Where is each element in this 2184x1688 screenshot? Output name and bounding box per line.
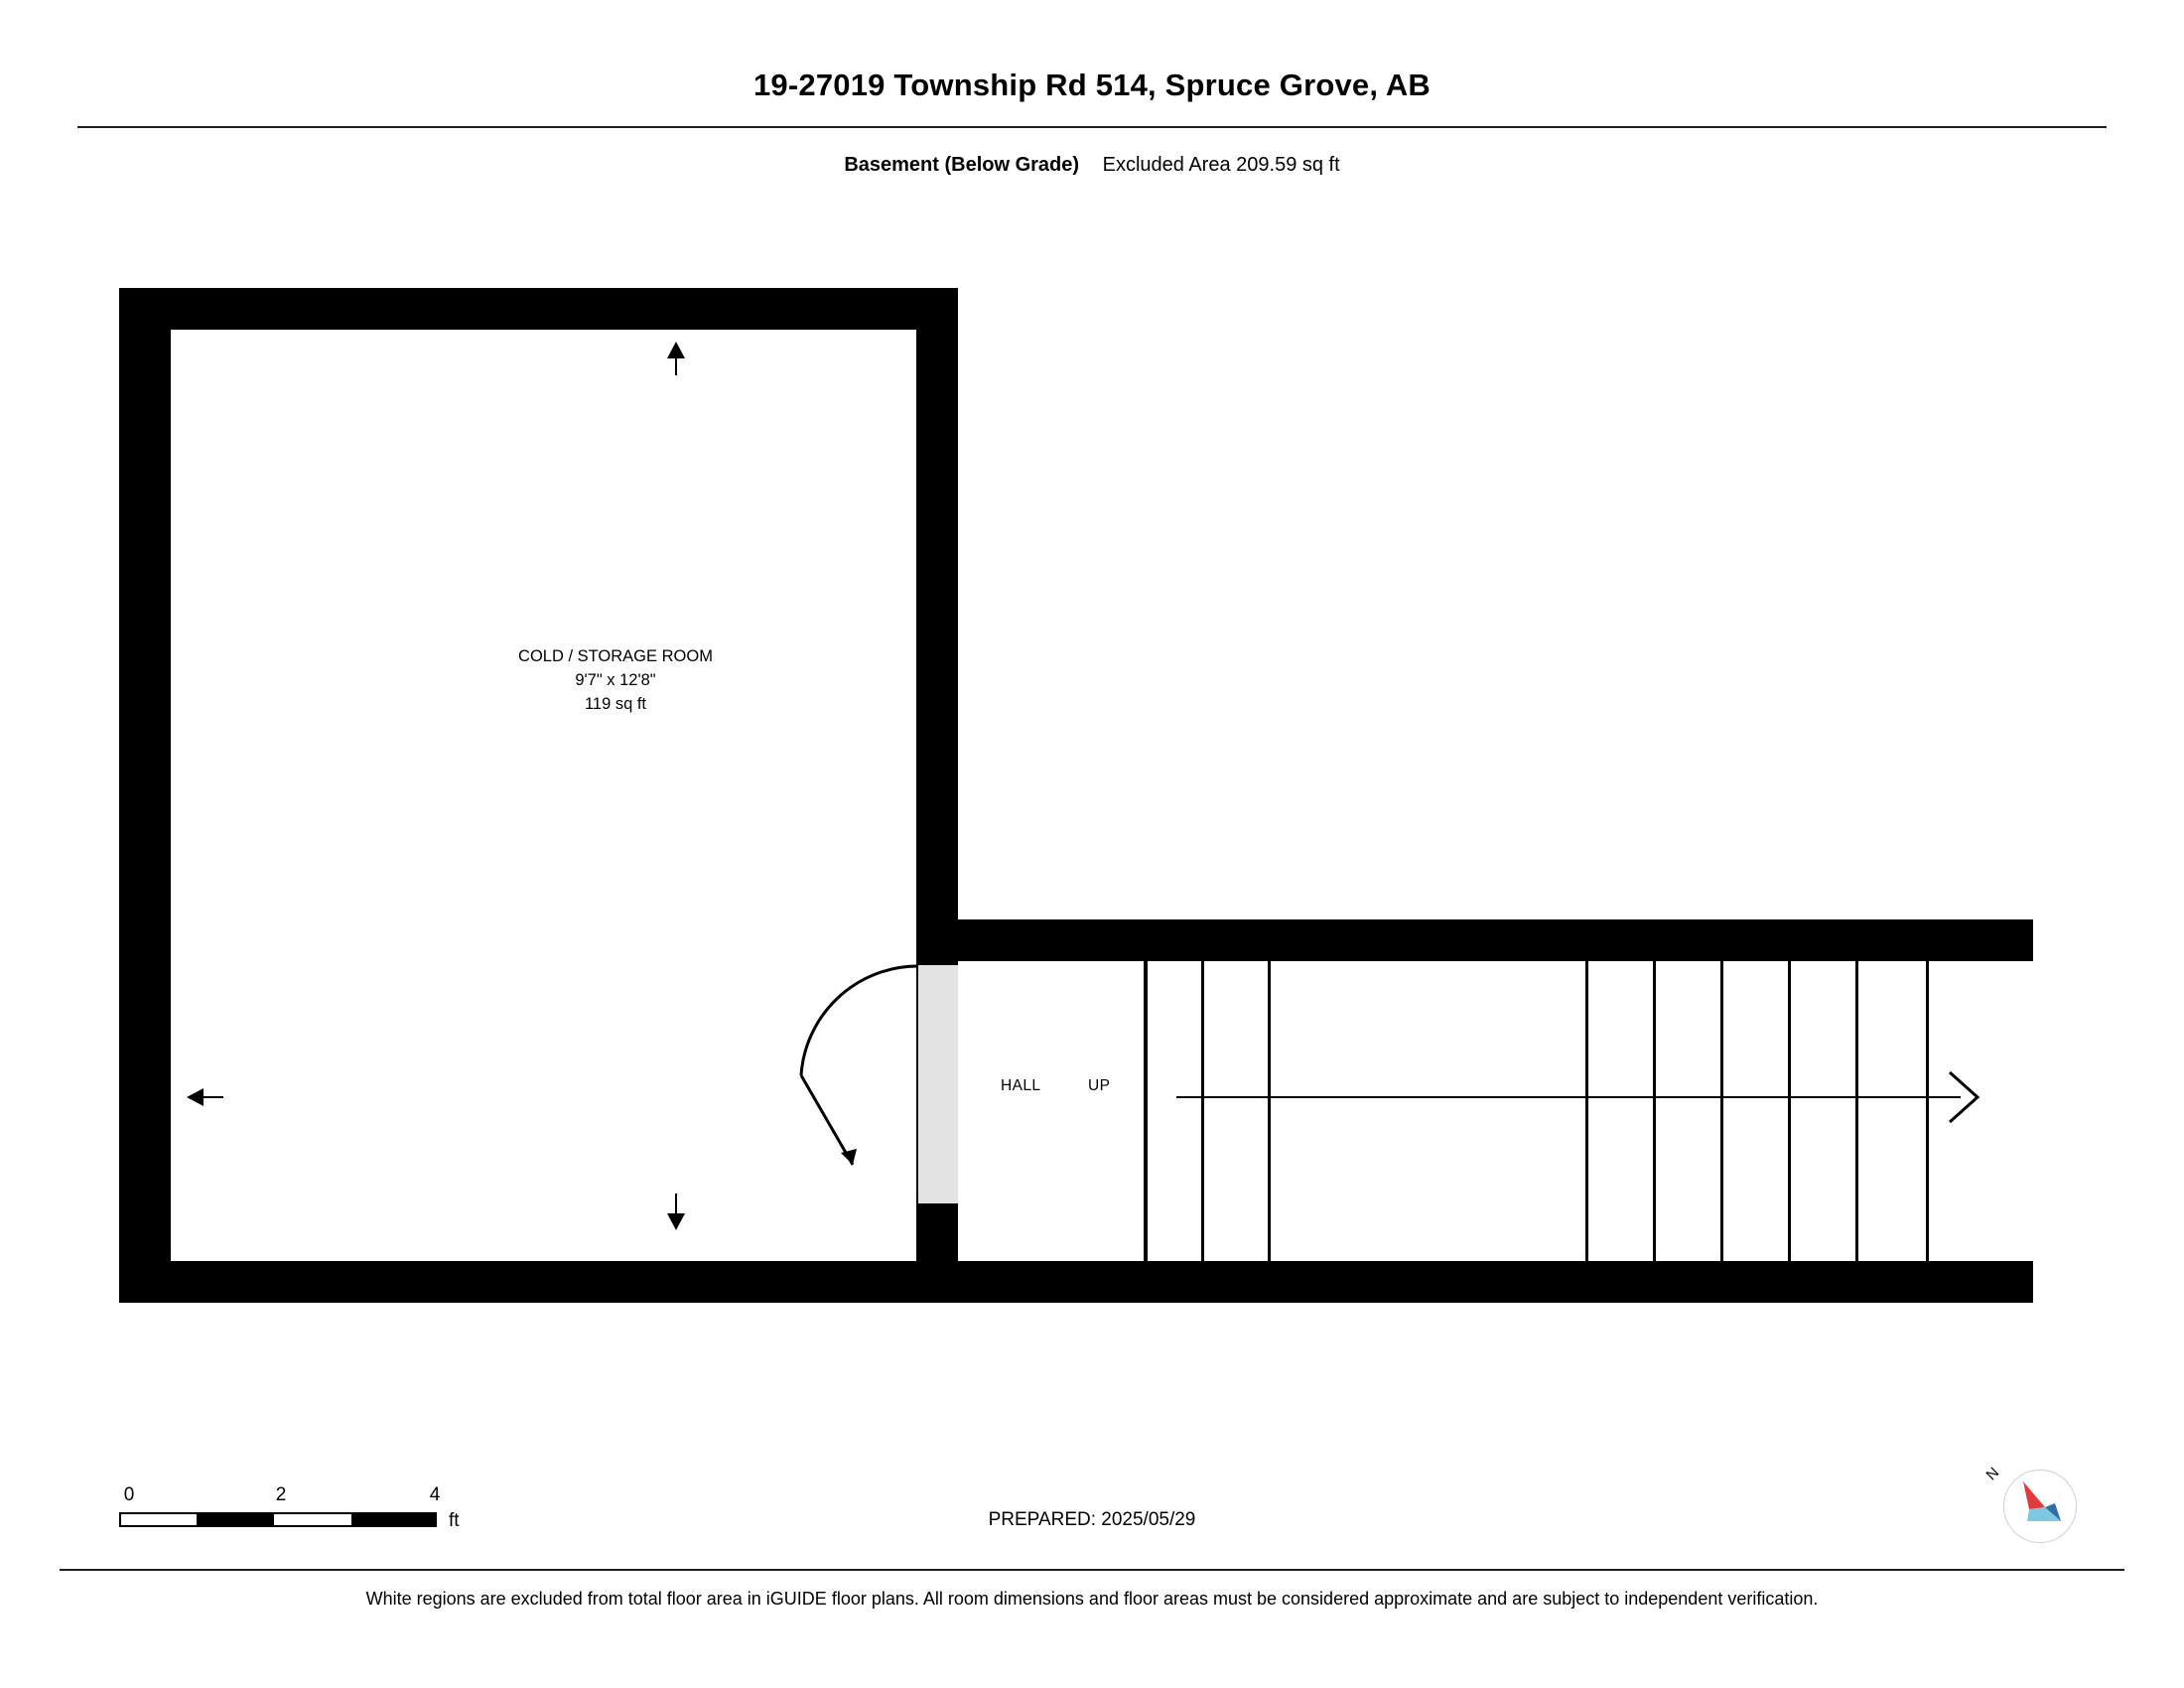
dimension-arrow-down-icon bbox=[667, 1213, 685, 1230]
page-title: 19-27019 Township Rd 514, Spruce Grove, AB bbox=[752, 68, 1431, 102]
compass-needle bbox=[1993, 1460, 2083, 1549]
level-subheader bbox=[0, 154, 2184, 177]
hall-label: HALL bbox=[1001, 1077, 1041, 1094]
scale-tick-labels bbox=[119, 1484, 447, 1510]
room-label-cold-storage bbox=[447, 645, 784, 717]
stair-tread bbox=[1585, 961, 1588, 1261]
stair-tread bbox=[1720, 961, 1723, 1261]
floor-plan bbox=[119, 248, 2065, 1400]
stair-tread bbox=[1855, 961, 1858, 1261]
footer-divider bbox=[60, 1569, 2124, 1571]
wall-storage-right bbox=[916, 288, 958, 961]
stair-tread bbox=[1788, 961, 1791, 1261]
scale-tick-4: 4 bbox=[429, 1484, 441, 1505]
prepared-date: PREPARED: 2025/05/29 bbox=[988, 1509, 1196, 1530]
dimension-stem-left bbox=[204, 1096, 223, 1098]
wall-top bbox=[119, 288, 958, 330]
dimension-stem-down bbox=[675, 1194, 677, 1213]
scale-unit-label: ft bbox=[449, 1510, 460, 1531]
stair-tread bbox=[1926, 961, 1929, 1261]
stair-tread bbox=[1653, 961, 1656, 1261]
wall-left bbox=[119, 288, 171, 1303]
scale-tick-0: 0 bbox=[123, 1484, 135, 1505]
dimension-arrow-left-icon bbox=[187, 1088, 204, 1106]
room-dimensions: 9'7" x 12'8" bbox=[575, 670, 656, 689]
room-area: 119 sq ft bbox=[584, 694, 647, 713]
excluded-area-label: Excluded Area 209.59 sq ft bbox=[1102, 154, 1340, 176]
level-label: Basement (Below Grade) bbox=[844, 154, 1080, 176]
stair-direction-arrow-icon bbox=[1946, 1068, 1985, 1128]
door-swing-arc-icon bbox=[797, 958, 976, 1216]
hall-floor bbox=[958, 961, 2033, 1261]
disclaimer-text: White regions are excluded from total floor area in iGUIDE floor plans. All room dimensions and floor areas must be considered approximate and are subject to independent verification. bbox=[365, 1589, 1819, 1609]
room-name: COLD / STORAGE ROOM bbox=[518, 647, 713, 665]
scale-tick-2: 2 bbox=[275, 1484, 287, 1505]
up-label: UP bbox=[1088, 1077, 1111, 1094]
header-divider bbox=[77, 126, 2107, 128]
stair-direction-stem bbox=[1176, 1096, 1961, 1098]
hall-stairs-divider bbox=[1144, 961, 1148, 1261]
compass-rose-icon bbox=[1982, 1460, 2083, 1549]
stair-tread bbox=[1268, 961, 1271, 1261]
dimension-stem-up bbox=[675, 355, 677, 375]
compass-north-label: N bbox=[1982, 1464, 2003, 1484]
wall-bottom bbox=[119, 1261, 2033, 1303]
wall-hall-top bbox=[916, 919, 2033, 961]
stair-tread bbox=[1201, 961, 1204, 1261]
